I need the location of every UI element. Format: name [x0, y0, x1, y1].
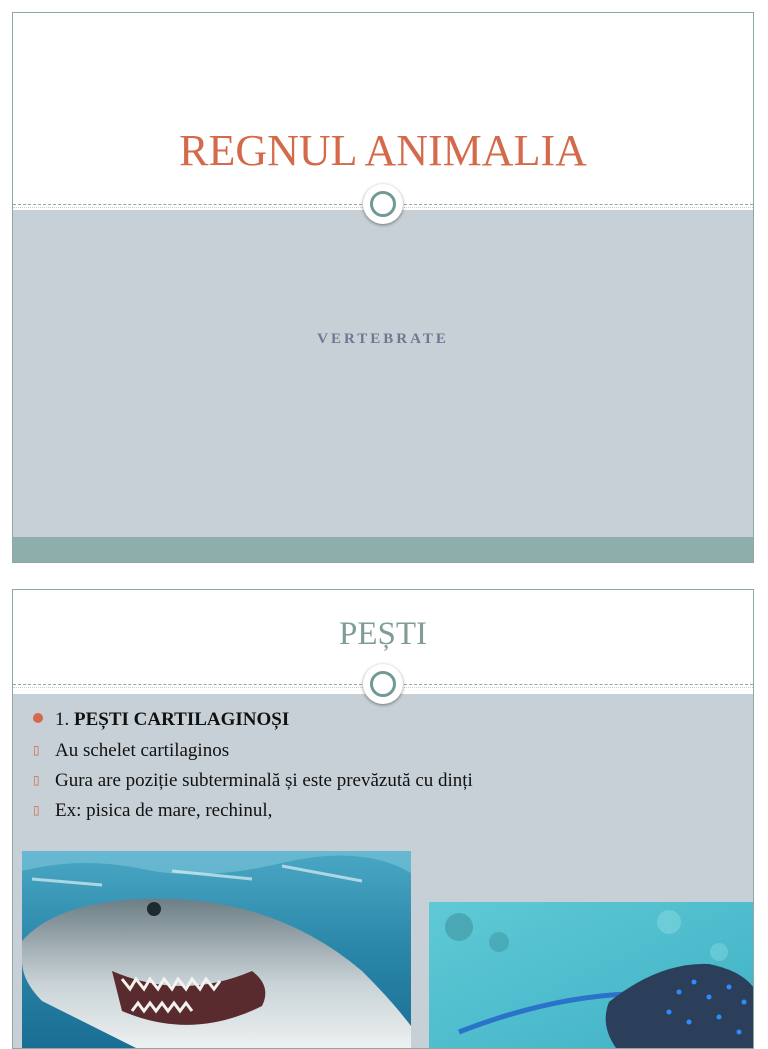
list-item	[33, 800, 272, 822]
heading-number: 1.	[55, 709, 70, 730]
stingray-photo	[429, 902, 754, 1049]
sub-bullet-icon: ▯	[33, 773, 40, 787]
list-item-text: Au schelet cartilaginos	[55, 740, 230, 761]
bottom-band	[13, 537, 753, 563]
circle-ornament-icon	[363, 664, 403, 704]
list-item-text: Ex: pisica de mare, rechinul,	[55, 800, 273, 821]
list-heading	[33, 709, 289, 731]
title-slide	[12, 12, 754, 563]
content-slide	[12, 589, 754, 1049]
list-item-text: Gura are poziție subterminală și este prevăzută cu dinți	[55, 770, 473, 791]
slide-subtitle: VERTEBRATE	[317, 331, 449, 347]
list-item	[33, 740, 229, 762]
slide-title: REGNUL ANIMALIA	[179, 126, 587, 175]
slide-title: PEȘTI	[338, 616, 427, 652]
list-item	[33, 770, 473, 792]
heading-text: PEȘTI CARTILAGINOȘI	[74, 709, 290, 730]
bullet-dot-icon	[33, 713, 43, 723]
title-area	[13, 13, 753, 205]
shark-photo	[22, 851, 411, 1049]
subtitle-panel	[13, 210, 753, 537]
circle-ornament-icon	[363, 184, 403, 224]
sub-bullet-icon: ▯	[33, 743, 40, 757]
sub-bullet-icon: ▯	[33, 803, 40, 817]
